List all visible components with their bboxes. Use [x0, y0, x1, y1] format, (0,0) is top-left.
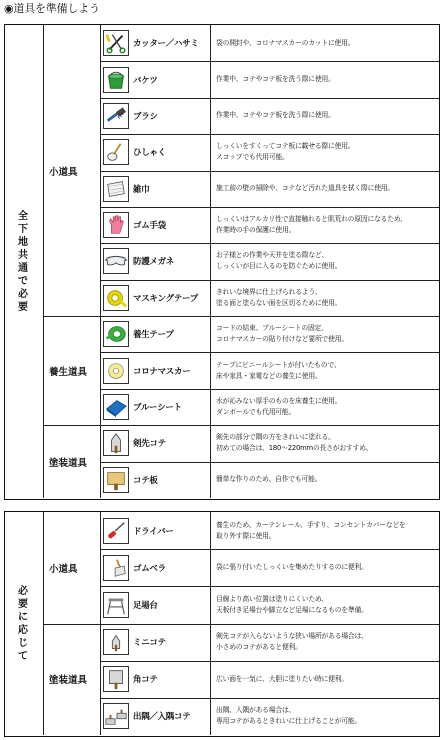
row-divider	[100, 389, 439, 390]
tool-name: コロナマスカー	[133, 366, 191, 377]
scissors-cutter-icon	[103, 30, 129, 56]
group-name: 養生道具	[49, 366, 88, 378]
tool-description: 目線より高い位置は塗りにくいため、	[216, 594, 328, 603]
tool-row	[100, 624, 439, 661]
tool-description: 簡単な作りのため、自作でも可能。	[216, 475, 322, 484]
tool-description: しっくいが目に入るのを防ぐために使用。	[216, 262, 342, 271]
tool-row	[100, 25, 439, 61]
group-name: 塗装道具	[49, 457, 88, 469]
tool-row	[100, 316, 439, 352]
rubber-glove-icon	[103, 212, 129, 238]
brush-icon	[103, 103, 129, 129]
row-divider	[100, 207, 439, 208]
tool-row	[100, 389, 439, 425]
square-trowel-icon	[103, 666, 129, 692]
tool-name: ドライバー	[133, 526, 174, 537]
tool-description: 天板付き足場台や脚立など足場になるものを準備。	[216, 605, 368, 614]
row-divider	[100, 243, 439, 244]
row-divider	[100, 462, 439, 463]
screwdriver-icon	[103, 518, 129, 544]
row-divider	[100, 661, 439, 662]
section-label: 全下地共通で必要	[18, 210, 28, 313]
tool-name: ゴムベラ	[133, 563, 166, 574]
tool-row	[100, 352, 439, 388]
bucket-icon	[103, 67, 129, 93]
tool-row	[100, 243, 439, 279]
tool-name: マスキングテープ	[133, 293, 198, 304]
tool-description: 袋の開封や、コロナマスカーのカットに使用。	[216, 38, 355, 47]
tool-description: ダンボールでも代用可能。	[216, 408, 296, 417]
tool-row	[100, 98, 439, 134]
tool-description: コードの結束、ブルーシートの固定、	[216, 324, 328, 333]
tool-description: 剣先コテが入らないような狭い場所がある場合は、	[216, 632, 368, 641]
corner-trowel-icon	[103, 703, 129, 729]
tool-description: 小さめのコテがあると便利。	[216, 643, 302, 652]
tool-name: ブラシ	[133, 111, 158, 122]
tool-description: お子様との作業や天井を塗る際など、	[216, 251, 329, 260]
group-name: 塗装道具	[49, 675, 88, 687]
tool-description: コロナマスカーの貼り付けなど要所で使用。	[216, 335, 348, 344]
tool-description: 初めての場合は、180〜220mmの長さがおすすめ。	[216, 444, 373, 453]
tool-description: しっくいをすくってコテ板に載せる際に使用。	[216, 142, 355, 151]
rubber-spatula-icon	[103, 555, 129, 581]
tool-description: テープにビニールシートが付いたもので、	[216, 360, 341, 369]
tool-description: 施工前の壁の掃除や、コテなど汚れた道具を拭く際に使用。	[216, 184, 394, 193]
tool-description: 作業中、コテやコテ板を洗う際に使用。	[216, 111, 335, 120]
tool-row	[100, 549, 439, 586]
tool-row	[100, 425, 439, 461]
row-divider	[100, 698, 439, 699]
goggles-icon	[103, 248, 129, 274]
tool-name: ブルーシート	[133, 403, 182, 414]
tool-name: ひしゃく	[133, 148, 166, 159]
pointed-trowel-icon	[103, 430, 129, 456]
tool-name: 足場台	[133, 600, 158, 611]
tool-name: ゴム手袋	[133, 221, 166, 232]
tool-description: 専用コテがあるときれいに仕上げることが可能。	[216, 717, 362, 726]
row-divider	[100, 61, 439, 62]
group-name: 小道具	[49, 563, 78, 575]
tool-name: カッター／ハサミ	[133, 39, 199, 50]
tool-description: 塗る面と塗らない面を区切るために使用。	[216, 298, 342, 307]
masker-roll-icon	[103, 358, 129, 384]
hawk-board-icon	[103, 467, 129, 493]
row-divider	[100, 98, 439, 99]
tool-name: 角コテ	[133, 675, 158, 686]
tool-description: 袋に張り付いたしっくいを集めたりするのに便利。	[216, 563, 368, 572]
row-divider	[100, 134, 439, 135]
tool-description: きれいな境界に仕上げられるよう、	[216, 287, 322, 296]
row-divider	[100, 352, 439, 353]
tool-name: 防護メガネ	[133, 257, 175, 268]
section-label: 必要に応じて	[18, 585, 28, 662]
tool-description: 作業時の手の保護に使用。	[216, 226, 296, 235]
row-divider	[100, 549, 439, 550]
blue-sheet-icon	[103, 394, 129, 420]
tool-row	[100, 661, 439, 698]
tool-description: 広い面を一気に、大胆に塗りたい時に便利。	[216, 674, 348, 683]
tool-row	[100, 462, 439, 498]
tool-name: コテ板	[133, 475, 158, 486]
tool-row	[100, 134, 439, 170]
tool-description: 出隅、入隅がある場合は、	[216, 706, 296, 715]
tool-row	[100, 698, 439, 735]
tool-description: 作業中、コテやコテ板を洗う際に使用。	[216, 75, 335, 84]
step-stool-icon	[103, 592, 129, 618]
tool-description: 剣先の部分で隅の方をきれいに塗れる。	[216, 433, 335, 442]
tool-row	[100, 512, 439, 549]
tool-name: 雑巾	[133, 184, 150, 195]
tool-row	[100, 171, 439, 207]
tool-name: 出隅／入隅コテ	[133, 712, 191, 723]
row-divider	[100, 280, 439, 281]
tool-description: しっくいはアルカリ性で直接触れると肌荒れの原因になるため、	[216, 215, 407, 224]
tool-description: 取り外す際に使用。	[216, 531, 276, 540]
masking-tape-icon	[103, 285, 129, 311]
tool-name: 剣先コテ	[133, 439, 166, 450]
ladle-icon	[103, 139, 129, 165]
tool-name: ミニコテ	[133, 638, 166, 649]
tool-name: 養生テープ	[133, 330, 174, 341]
section-2	[4, 511, 440, 737]
cloth-icon	[103, 176, 129, 202]
tool-name: バケツ	[133, 75, 158, 86]
mini-trowel-icon	[103, 629, 129, 655]
tool-row	[100, 280, 439, 316]
section-1	[4, 24, 440, 500]
row-divider	[100, 586, 439, 587]
label-column-divider	[43, 25, 44, 498]
tool-description: スコップでも代用可能。	[216, 153, 289, 162]
tool-row	[100, 586, 439, 623]
group-name: 小道具	[49, 166, 78, 178]
tool-description: 水が沁みない厚手のものを床養生に使用。	[216, 397, 342, 406]
tool-description: 床や家具・家電などの養生に使用。	[216, 371, 322, 380]
page-heading: ◉道具を準備しよう	[4, 2, 100, 15]
tool-row	[100, 207, 439, 243]
curing-tape-icon	[103, 321, 129, 347]
row-divider	[100, 171, 439, 172]
tool-row	[100, 61, 439, 97]
tool-description: 養生のため、カーテンレール、手すり、コンセントカバーなどを	[216, 520, 406, 529]
